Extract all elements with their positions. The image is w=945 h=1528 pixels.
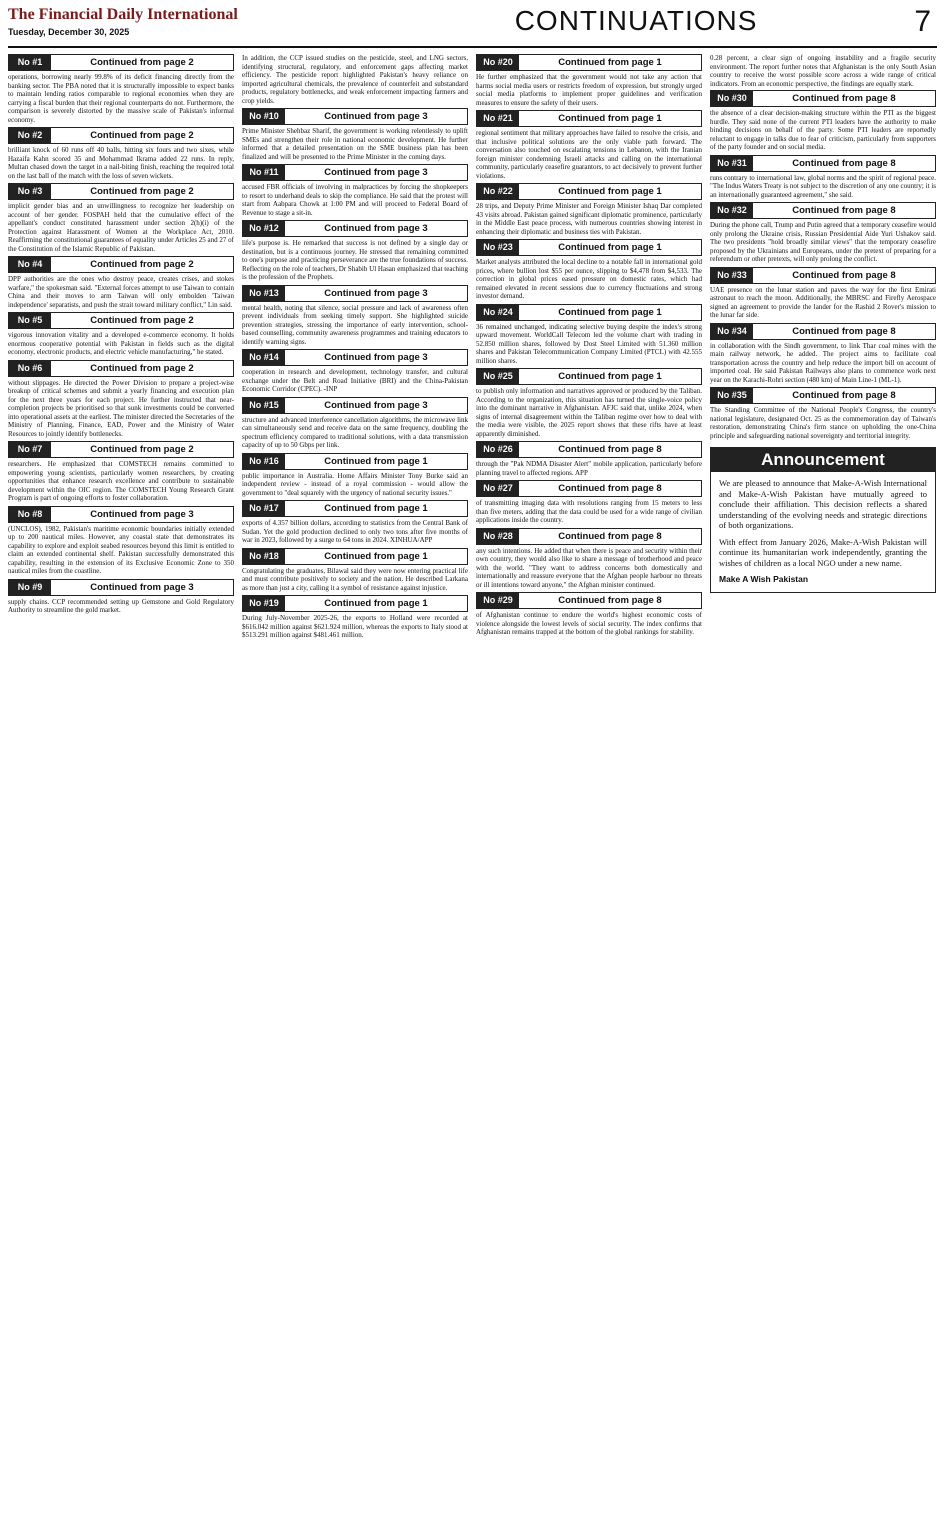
article-number: No #21 [477, 111, 519, 126]
article-header [8, 256, 234, 273]
continued-from-label: Continued from page 3 [324, 111, 428, 122]
article-number: No #30 [711, 91, 753, 106]
column-4-articles [710, 90, 936, 443]
continued-from-label: Continued from page 3 [90, 508, 194, 520]
continued-from-label: Continued from page 2 [90, 315, 194, 326]
article-body: 36 remained unchanged, indicating selective buying despite the index's strong upward movement. WorldCall Telecom led the volume chart with trading in 52.850 million shares, followed by Dost Steel Limited with 51.360 million shares and Pakistan Telecommunication Company Limited (PTCL) with 42.555 million shares. [476, 322, 702, 365]
article-number: No #31 [711, 156, 753, 171]
continued-from-label: Continued from page 3 [324, 167, 428, 178]
article-header [242, 500, 468, 517]
article-number: No #4 [9, 257, 51, 272]
article [710, 202, 936, 264]
article-body: exports of 4.357 billion dollars, according to statistics from the Central Bank of Sudan. Yet the gold production declined to only two tons after five months of war in 2023, followed by a surge to 64 tons in 2024. XINHUA/APP [242, 519, 468, 544]
article-header [710, 202, 936, 219]
article-header [476, 368, 702, 385]
article-number: No #16 [243, 454, 285, 469]
continued-from-label: Continued from page 1 [558, 113, 662, 124]
article [710, 90, 936, 152]
article-header [8, 506, 234, 523]
article-number: No #7 [9, 442, 51, 457]
continued-from-label: Continued from page 8 [792, 93, 896, 104]
article-header [476, 528, 702, 545]
article [242, 548, 468, 593]
continued-from-label: Continued from page 8 [792, 390, 896, 401]
article-number: No #26 [477, 442, 519, 457]
column-lead-text: 0.28 percent, a clear sign of ongoing instability and a fragile security environment. The report further notes that Afghanistan is the only South Asian country to receive the worst possible score across a wide range of critical indicators. From an economic perspective, the findings are equally stark. [710, 54, 936, 88]
continued-from-label: Continued from page 1 [558, 57, 662, 68]
article-body: operations, borrowing nearly 99.8% of its deficit financing directly from the banking sector. The PBA noted that it is structurally impossible to expect banks to maintain lending ratios comparable to regional economies when they are carrying a fiscal burden that their regional counterparts do not. Furthermore, the comparison is severely distorted by the massive scale of Pakistan's informal economy. [8, 73, 234, 124]
article [476, 528, 702, 590]
article [8, 183, 234, 253]
article [476, 239, 702, 301]
article [476, 183, 702, 236]
article-body: He further emphasized that the government would not take any action that harms social media users or restricts freedom of expression, but strongly urged social media platforms to implement proper guidelines and verification measures to ensure the safety of their users. [476, 73, 702, 107]
article-body: accused FBR officials of involving in malpractices by forcing the shopkeepers to resort to underhand deals to skip the compliance. He said that the protest will start from Aabpara Chowk at 1:00 PM and will proceed to Federal Board of Revenue to stage a sit-in. [242, 183, 468, 217]
article-body: brilliant knock of 60 runs off 40 balls, hitting six fours and two sixes, while Hazaifa Kahn scored 35 and Mohammad Ikrama added 22 runs. In reply, Multan chased down the target in a nail-biting finish, reaching the required total on the last ball of the match with the loss of seven wickets. [8, 146, 234, 180]
article-header [476, 239, 702, 256]
article [8, 256, 234, 309]
column-1 [8, 54, 234, 1528]
article-number: No #32 [711, 203, 753, 218]
page-number: 7 [914, 5, 931, 38]
article-header [710, 267, 936, 284]
paper-name: The Financial Daily International [8, 6, 238, 23]
article-number: No #14 [243, 350, 285, 365]
continued-from-label: Continued from page 3 [324, 223, 428, 234]
article-number: No #19 [243, 596, 285, 611]
article-body: Congratulating the graduates, Bilawal said they were now entering practical life and must contribute positively to society and the nation. He described Larkana as more than just a city, calling it a symbol of resistance against injustice. [242, 566, 468, 592]
article-body: regional sentiment that military approaches have failed to resolve the crisis, and that inclusive political solutions are the only viable path forward. The conversation also touched on escalating tensions in Lebanon, with the Iranian foreign minister condemning Israeli attacks and calling on the international community, particularly ceasefire guarantors, to act decisively to prevent further violations. [476, 129, 702, 180]
article [476, 592, 702, 637]
article-body: to publish only information and narratives approved or produced by the Taliban. According to the organization, this situation has turned the single-voice policy into the dominant narrative in Afghanistan. AFJC said that, unlike 2024, when signs of internal disagreement within the Taliban regime over how to deal with the media were visible, the 2025 report shows that these rifts have at least apparently diminished. [476, 387, 702, 438]
article [8, 54, 234, 124]
announcement-signature: Make A Wish Pakistan [719, 574, 809, 584]
article-number: No #33 [711, 268, 753, 283]
announcement-title: Announcement [711, 448, 935, 472]
continued-from-label: Continued from page 3 [90, 581, 194, 593]
article-body: of transmitting imaging data with resolutions ranging from 15 meters to less than five meters, adding that the data could be used for a wide range of civilian applications inside the country. [476, 499, 702, 524]
article [476, 110, 702, 180]
article-number: No #5 [9, 313, 51, 328]
continued-from-label: Continued from page 2 [90, 186, 194, 197]
article-body: of Afghanistan continue to endure the world's highest economic costs of violence alongside the lowest levels of social security. The index confirms that Afghanistan remains trapped at the bottom of the global rankings for stability. [476, 611, 702, 636]
article [8, 506, 234, 576]
article-body: Prime Minister Shehbaz Sharif, the government is working relentlessly to uplift SMEs and strengthen their role in national economic development. He further informed that a detailed presentation on the SME business plan has been finalized and will be presented to the Prime Minister in the coming days. [242, 127, 468, 161]
continued-from-label: Continued from page 8 [558, 483, 662, 494]
announcement-text: We are pleased to announce that Make-A-Wish International and Make-A-Wish Pakistan have mutually agreed to conclude their affiliation. This decision reflects a shared understanding of the evolving needs and strategic directions of both organizations. [719, 478, 927, 530]
masthead-left [8, 6, 238, 38]
column-2 [242, 54, 468, 1528]
masthead [8, 6, 937, 48]
article-header [242, 285, 468, 302]
article-body: DPP authorities are the ones who destroy peace, creates crises, and stokes warfare," the spokesman said. "External forces attempt to use Taiwan to contain China and their moves to arm Taiwan will only embolden 'Taiwan independence' separatists, and push the strait toward military conflict," Lin said. [8, 275, 234, 309]
continued-from-label: Continued from page 2 [90, 259, 194, 270]
article [242, 54, 468, 105]
article-body: During the phone call, Trump and Putin agreed that a temporary ceasefire would only prolong the Ukraine crisis, Russian Presidential Aide Yuri Ushakov said. The two presidents "hold broadly similar views" that the temporary ceasefire proposed by the Ukrainians and Europeans, under the pretext of preparing for a referendum or other pretexts, will only prolong the conflict. [710, 221, 936, 263]
article-body: in collaboration with the Sindh government, to link Thar coal mines with the main railway network, he added. The project aims to facilitate coal transportation across the country and help reduce the import bill on account of imported coal. He said Pakistan Railways also plans to commence work next year on the Karachi-Rohri section (480 km) of Main Line-1 (ML-1). [710, 341, 936, 384]
article [242, 397, 468, 450]
article-header [242, 108, 468, 125]
article [8, 312, 234, 357]
article-header [710, 387, 936, 404]
continued-from-label: Continued from page 8 [792, 325, 896, 337]
article-number: No #3 [9, 184, 51, 199]
article-number: No #28 [477, 529, 519, 544]
article-number: No #35 [711, 388, 753, 403]
article-header [242, 548, 468, 565]
article-number: No #6 [9, 361, 51, 376]
article-header [8, 183, 234, 200]
article-header [710, 323, 936, 340]
article-header [242, 453, 468, 470]
article [8, 579, 234, 615]
article-body: implicit gender bias and an unwillingness to recognize her leadership on account of her gender. FOSPAH held that the cumulative effect of the appellant's conduct constituted harassment under section 2(h)(i) of the Protection against Harassment of Women at the Workplace Act, 2010. Reaffirming the constitutional guarantees of equality under Articles 25 and 27 of the Constitution of the Islamic Republic of Pakistan. [8, 202, 234, 253]
article-body: cooperation in research and development, technology transfer, and cultural exchange under the Belt and Road Initiative (BRI) and the China-Pakistan Economic Corridor (CPEC). -INP [242, 368, 468, 393]
article-number: No #13 [243, 286, 285, 301]
article-header [476, 110, 702, 127]
continued-from-label: Continued from page 8 [792, 205, 896, 216]
article [242, 453, 468, 498]
article-number: No #20 [477, 55, 519, 70]
continued-from-label: Continued from page 1 [558, 371, 662, 382]
column-4 [710, 54, 936, 1528]
article-header [242, 349, 468, 366]
article-body: public importance in Australia. Home Affairs Minister Tony Burke said an independent review - instead of a royal commission - would allow the government to "deal squarely with the urgency of national security issues." [242, 471, 468, 497]
article-header [476, 592, 702, 609]
article [710, 155, 936, 200]
article [476, 304, 702, 366]
continued-from-label: Continued from page 1 [558, 186, 662, 197]
continued-from-label: Continued from page 1 [324, 598, 428, 609]
article-header [476, 441, 702, 458]
article-header [242, 595, 468, 612]
article-number: No #23 [477, 240, 519, 255]
article-number: No #24 [477, 305, 519, 320]
columns [8, 54, 937, 1528]
section-title: CONTINUATIONS [514, 5, 758, 36]
column-3 [476, 54, 702, 1528]
article-body: the absence of a clear decision-making structure within the PTI as the biggest hurdle. They said none of the current PTI leaders have the authority to make binding decisions on behalf of the party. Some PTI leaders are reportedly reluctant to engage in talks due to fear of criticism, particularly from supporters of the party founder and on social media. [710, 109, 936, 151]
article [8, 360, 234, 439]
article-header [242, 220, 468, 237]
article-number: No #17 [243, 501, 285, 516]
article-number: No #2 [9, 128, 51, 143]
article [242, 108, 468, 161]
article [242, 595, 468, 640]
article [710, 267, 936, 320]
article [242, 164, 468, 217]
continued-from-label: Continued from page 1 [324, 550, 428, 562]
article [476, 441, 702, 477]
article-number: No #22 [477, 184, 519, 199]
article-body: supply chains. CCP recommended setting up Gemstone and Gold Regulatory Authority to streamline the gold market. [8, 597, 234, 614]
article-number: No #25 [477, 369, 519, 384]
continued-from-label: Continued from page 8 [558, 444, 662, 455]
announcement-text: With effect from January 2026, Make-A-Wish Pakistan will continue its humanitarian work independently, granting the wishes of children as a local NGO under a new name. [719, 536, 927, 568]
continued-from-label: Continued from page 2 [90, 57, 194, 68]
article [8, 441, 234, 503]
article-header [8, 312, 234, 329]
article-number: No #12 [243, 221, 285, 236]
article-number: No #27 [477, 481, 519, 496]
continued-from-label: Continued from page 3 [324, 399, 428, 411]
article [242, 220, 468, 282]
continued-from-label: Continued from page 1 [324, 503, 428, 514]
article-body: life's purpose is. He remarked that success is not defined by a single day or destination, but is a continuous journey. He stressed that remaining committed to one's purpose and practicing perseverance are the true foundations of success. Reflecting on the role of teachers, Dr Shabib Ul Hasan emphasized that teaching is the profession of the Prophets. [242, 239, 468, 281]
article-header [710, 155, 936, 172]
article-body: 28 trips, and Deputy Prime Minister and Foreign Minister Ishaq Dar completed 43 visits abroad. Pakistan gained significant diplomatic prominence, particularly in the Middle East peace process, with numerous countries showing interest in enhancing their diplomatic and business ties with Pakistan. [476, 202, 702, 236]
article [710, 323, 936, 385]
article-header [8, 54, 234, 71]
article-header [8, 360, 234, 377]
article-header [242, 164, 468, 181]
article-body: Market analysts attributed the local decline to a notable fall in international gold prices, where bullion lost $55 per ounce, slipping to $4,478 from $4,533. The correction in global prices eased pressure on domestic rates, which had remained elevated in recent sessions due to currency fluctuations and strong investor demand. [476, 258, 702, 300]
article-body: structure and advanced interference cancellation algorithms, the microwave link can simultaneously send and receive data on the same frequency, doubling the spectrum efficiency compared to traditional solutions, with a data transmission capacity of up to 50 Gbps per link. [242, 415, 468, 449]
article-number: No #18 [243, 549, 285, 564]
article-body: In addition, the CCP issued studies on the pesticide, steel, and LNG sectors, identifying structural, regulatory, and enforcement gaps affecting market efficiency. The pesticide report highlighted Pakistan's heavy reliance on imported agricultural chemicals, the prevalence of counterfeit and substandard products, regulatory bottlenecks, and weak enforcement impacting farmers and crop yields. [242, 54, 468, 105]
announcement-box [710, 447, 936, 593]
article [710, 387, 936, 440]
article-header [476, 183, 702, 200]
article-header [8, 441, 234, 458]
continued-from-label: Continued from page 1 [324, 455, 428, 467]
article-number: No #8 [9, 507, 51, 522]
article [476, 480, 702, 525]
article-number: No #10 [243, 109, 285, 124]
article-header [242, 397, 468, 414]
article-number: No #15 [243, 398, 285, 413]
paper-date: Tuesday, December 30, 2025 [8, 27, 130, 37]
article-body: mental health, noting that silence, social pressure and lack of awareness often prevent individuals from seeking timely support. She highlighted suicide prevention strategies, stressing the importance of early intervention, school-based counselling, community awareness programmes and training educators to identify warning signs. [242, 303, 468, 346]
article-body: researchers. He emphasized that COMSTECH remains committed to empowering young scientists, particularly women researchers, by creating opportunities that enhance research excellence and contribute to sustainable development within the OIC region. The COMSTECH Young Research Grant Program is part of ongoing efforts to foster collaboration. [8, 460, 234, 502]
continued-from-label: Continued from page 2 [90, 362, 194, 374]
continued-from-label: Continued from page 1 [558, 242, 662, 253]
article-body: vigorous innovation vitality and a developed e-commerce economy. It holds enormous cooperative potential with Pakistan in fields such as the digital economy, electronic products, and electric vehicle manufacturing," he stated. [8, 331, 234, 356]
article [476, 368, 702, 438]
continued-from-label: Continued from page 2 [90, 444, 194, 455]
continued-from-label: Continued from page 3 [324, 352, 428, 363]
continued-from-label: Continued from page 8 [792, 269, 896, 281]
article-header [476, 304, 702, 321]
article-body: runs contrary to international law, global norms and the spirit of regional peace. "The Indus Waters Treaty is not subject to the discretion of any one country; it is an internationally guaranteed agreement," she said. [710, 173, 936, 199]
article-body: through the "Pak NDMA Disaster Alert" mobile application, particularly before planning travel to affected regions. APP [476, 460, 702, 477]
article-body: without slippages. He directed the Power Division to prepare a project-wise breakup of critical schemes and submit a yearly financing and execution plan for the next three years for each project. He further instructed that near-completion projects be prioritised so that sunk investments could be converted into operational assets at the earliest. The minister directed the Secretaries of the Ministry of Planning, Finance, EAD, Power and the Ministry of Water Resources to jointly identify bottlenecks. [8, 378, 234, 438]
article [242, 285, 468, 347]
article-body: UAE presence on the lunar station and paves the way for the first Emirati astronaut to reach the moon. Additionally, the MBRSC and Firefly Aerospace signed an agreement to provide the lander for the Rashid 2 Rover's mission to the lunar far side. [710, 285, 936, 319]
continued-from-label: Continued from page 1 [558, 306, 662, 318]
article [8, 127, 234, 180]
article-header [710, 90, 936, 107]
continued-from-label: Continued from page 8 [558, 595, 662, 606]
article-body: The Standing Committee of the National People's Congress, the country's national legislature, designated Oct. 25 as the commemoration day of Taiwan's restoration, demonstrating China's firm stance on upholding the one-China principle and safeguarding national sovereignty and territorial integrity. [710, 406, 936, 440]
article-number: No #9 [9, 580, 51, 595]
article-header [8, 579, 234, 596]
article-body: During July-November 2025-26, the exports to Holland were recorded at $616.042 million against $621.924 million, whereas the exports to Italy stood at $513.291 million against $481.461 million. [242, 614, 468, 639]
article-header [8, 127, 234, 144]
article-number: No #29 [477, 593, 519, 608]
article [242, 349, 468, 394]
continued-from-label: Continued from page 8 [792, 157, 896, 169]
article [476, 54, 702, 107]
continued-from-label: Continued from page 8 [558, 530, 662, 542]
article-body: any such intentions. He added that when there is peace and security within their own country, they would also like to share a message of brotherhood and peace with the world. "They want to address concerns both domestically and internationally and reassure everyone that the Afghan people harbour no threats or ill intentions toward anyone," the Afghan minister continued. [476, 546, 702, 589]
article-number: No #11 [243, 165, 285, 180]
continued-from-label: Continued from page 2 [90, 130, 194, 141]
article-number: No #1 [9, 55, 51, 70]
article-header [476, 54, 702, 71]
continued-from-label: Continued from page 3 [324, 287, 428, 299]
article-body: (UNCLOS), 1982, Pakistan's maritime economic boundaries initially extended up to 200 nautical miles. However, any coastal state that demonstrates its capability to explore and exploit seabed resources beyond this limit is entitled to claim an extended continental shelf. Pakistan successfully demonstrated this capability, resulting in the extension of its Exclusive Economic Zone to 350 nautical miles from the coastline. [8, 524, 234, 575]
article-number: No #34 [711, 324, 753, 339]
article [242, 500, 468, 545]
article-header [476, 480, 702, 497]
